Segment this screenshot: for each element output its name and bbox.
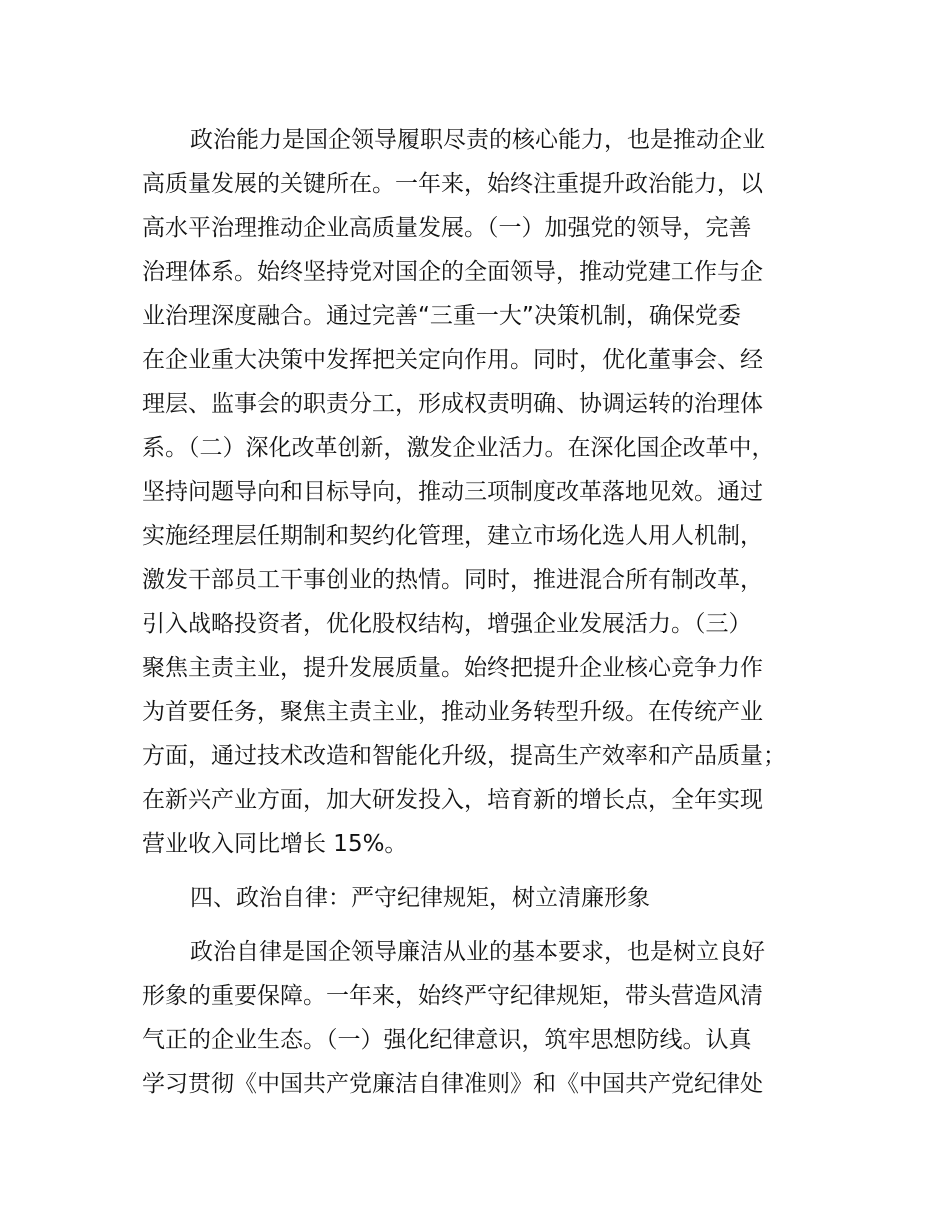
text-line: 政治自律是国企领导廉洁从业的基本要求，也是树立良好 — [190, 939, 765, 965]
section-heading-text: 四、政治自律：严守纪律规矩，树立清廉形象 — [190, 885, 650, 911]
text-line: 理层、监事会的职责分工，形成权责明确、协调运转的治理体 — [142, 391, 763, 417]
text-line: 气正的企业生态。（一）强化纪律意识，筑牢思想防线。认真 — [142, 1027, 752, 1053]
text-line: 系。（二）深化改革创新，激发企业活力。在深化国企改革中， — [142, 435, 775, 461]
text-line: 聚焦主责主业，提升发展质量。始终把提升企业核心竞争力作 — [142, 655, 763, 681]
text-line: 坚持问题导向和目标导向，推动三项制度改革落地见效。通过 — [142, 479, 763, 505]
text-line: 治理体系。始终坚持党对国企的全面领导，推动党建工作与企 — [142, 259, 763, 285]
text-line: 学习贯彻《中国共产党廉洁自律准则》和《中国共产党纪律处 — [142, 1071, 763, 1097]
text-line: 形象的重要保障。一年来，始终严守纪律规矩，带头营造风清 — [142, 983, 763, 1009]
text-line: 引入战略投资者，优化股权结构，增强企业发展活力。（三） — [142, 611, 752, 637]
text-line: 政治能力是国企领导履职尽责的核心能力，也是推动企业 — [190, 127, 765, 153]
text-line: 在新兴产业方面，加大研发投入，培育新的增长点，全年实现 — [142, 787, 763, 813]
text-line: 在企业重大决策中发挥把关定向作用。同时，优化董事会、经 — [142, 347, 763, 373]
text-line: 业治理深度融合。通过完善“三重一大”决策机制，确保党委 — [142, 303, 741, 329]
text-line: 方面，通过技术改造和智能化升级，提高生产效率和产品质量； — [142, 743, 786, 769]
text-line: 高水平治理推动企业高质量发展。（一）加强党的领导，完善 — [142, 215, 752, 241]
paragraph-spacing — [142, 866, 832, 876]
text-line: 实施经理层任期制和契约化管理，建立市场化选人用人机制， — [142, 523, 763, 549]
paragraph-political-self-discipline — [142, 930, 832, 1106]
document-body — [142, 118, 832, 1106]
text-line: 营业收入同比增长 15%。 — [142, 831, 408, 857]
paragraph-political-capability — [142, 118, 832, 866]
paragraph-spacing — [142, 920, 832, 930]
section-heading — [142, 876, 832, 920]
text-line: 高质量发展的关键所在。一年来，始终注重提升政治能力，以 — [142, 171, 763, 197]
text-line: 激发干部员工干事创业的热情。同时，推进混合所有制改革， — [142, 567, 763, 593]
text-line: 为首要任务，聚焦主责主业，推动业务转型升级。在传统产业 — [142, 699, 763, 725]
